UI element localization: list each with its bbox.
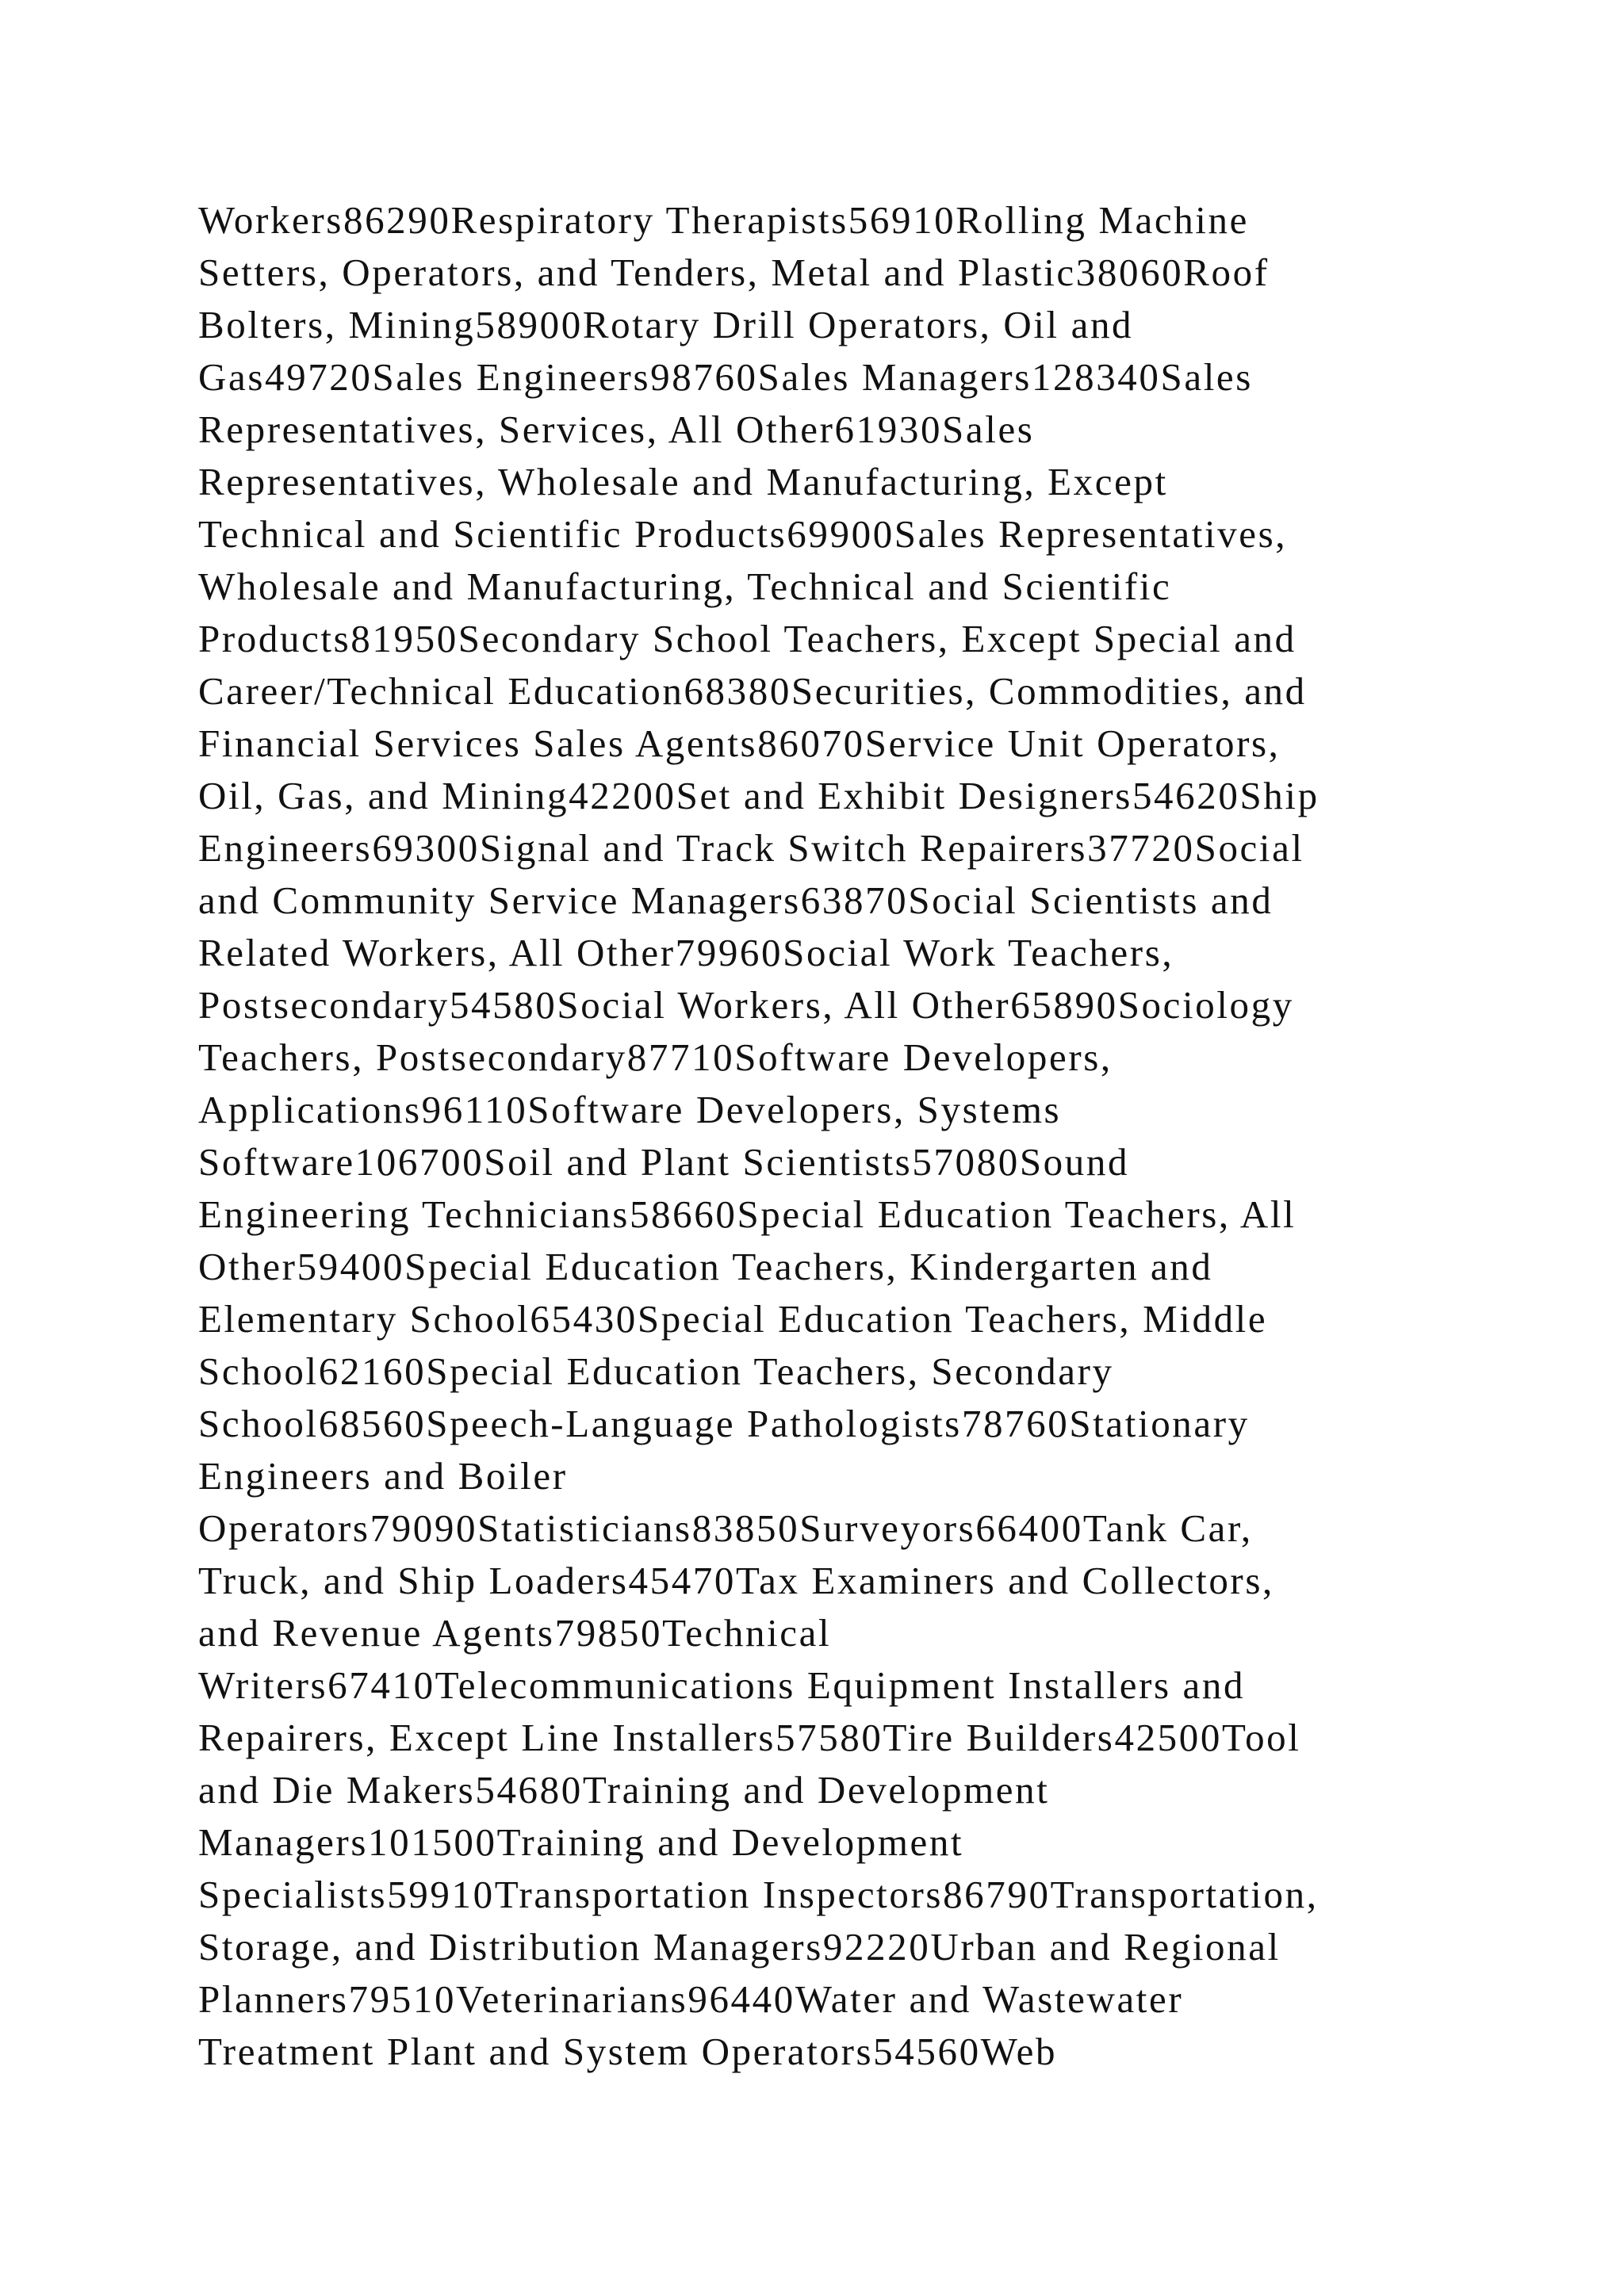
text-line: Products81950Secondary School Teachers, Except Special and [198, 617, 1297, 660]
text-line: Technical and Scientific Products69900Sales Representatives, [198, 512, 1288, 556]
text-line: Elementary School65430Special Education Teachers, Middle [198, 1297, 1268, 1341]
text-line: and Revenue Agents79850Technical [198, 1611, 832, 1655]
text-line: Planners79510Veterinarians96440Water and Wastewater [198, 1977, 1184, 2021]
text-line: Engineers69300Signal and Track Switch Repairers37720Social [198, 826, 1304, 870]
text-line: Wholesale and Manufacturing, Technical and Scientific [198, 564, 1172, 608]
text-line: and Community Service Managers63870Social Scientists and [198, 878, 1274, 922]
text-line: Teachers, Postsecondary87710Software Developers, [198, 1035, 1113, 1079]
text-line: Writers67410Telecommunications Equipment Installers and [198, 1663, 1246, 1707]
text-line: Engineers and Boiler [198, 1454, 568, 1498]
text-line: School62160Special Education Teachers, Secondary [198, 1349, 1114, 1393]
text-line: Specialists59910Transportation Inspectors86790Transportation, [198, 1873, 1319, 1916]
text-line: and Die Makers54680Training and Development [198, 1768, 1050, 1812]
text-line: Workers86290Respiratory Therapists56910Rolling Machine [198, 198, 1249, 242]
text-line: Bolters, Mining58900Rotary Drill Operators, Oil and [198, 303, 1134, 346]
text-line: Treatment Plant and System Operators54560Web [198, 2030, 1058, 2073]
text-line: Career/Technical Education68380Securities, Commodities, and [198, 669, 1307, 713]
text-line: Related Workers, All Other79960Social Work Teachers, [198, 931, 1174, 974]
text-line: Setters, Operators, and Tenders, Metal and Plastic38060Roof [198, 251, 1270, 294]
text-line: Software106700Soil and Plant Scientists57080Sound [198, 1140, 1130, 1184]
text-line: Repairers, Except Line Installers57580Tire Builders42500Tool [198, 1716, 1301, 1759]
text-line: Applications96110Software Developers, Systems [198, 1088, 1062, 1131]
text-line: Representatives, Wholesale and Manufacturing, Except [198, 460, 1168, 503]
text-line: Postsecondary54580Social Workers, All Other65890Sociology [198, 983, 1294, 1027]
text-line: Engineering Technicians58660Special Education Teachers, All [198, 1192, 1297, 1236]
text-line: School68560Speech-Language Pathologists78760Stationary [198, 1402, 1250, 1445]
text-line: Financial Services Sales Agents86070Service Unit Operators, [198, 721, 1281, 765]
text-line: Representatives, Services, All Other61930Sales [198, 408, 1035, 451]
body-text [198, 194, 1499, 2078]
text-line: Operators79090Statisticians83850Surveyors66400Tank Car, [198, 1506, 1253, 1550]
text-line: Other59400Special Education Teachers, Kindergarten and [198, 1245, 1213, 1288]
text-line: Gas49720Sales Engineers98760Sales Managers128340Sales [198, 355, 1253, 399]
text-line: Storage, and Distribution Managers92220Urban and Regional [198, 1925, 1281, 1969]
text-line: Managers101500Training and Development [198, 1820, 964, 1864]
text-line: Oil, Gas, and Mining42200Set and Exhibit Designers54620Ship [198, 774, 1320, 817]
text-line: Truck, and Ship Loaders45470Tax Examiners and Collectors, [198, 1559, 1274, 1602]
